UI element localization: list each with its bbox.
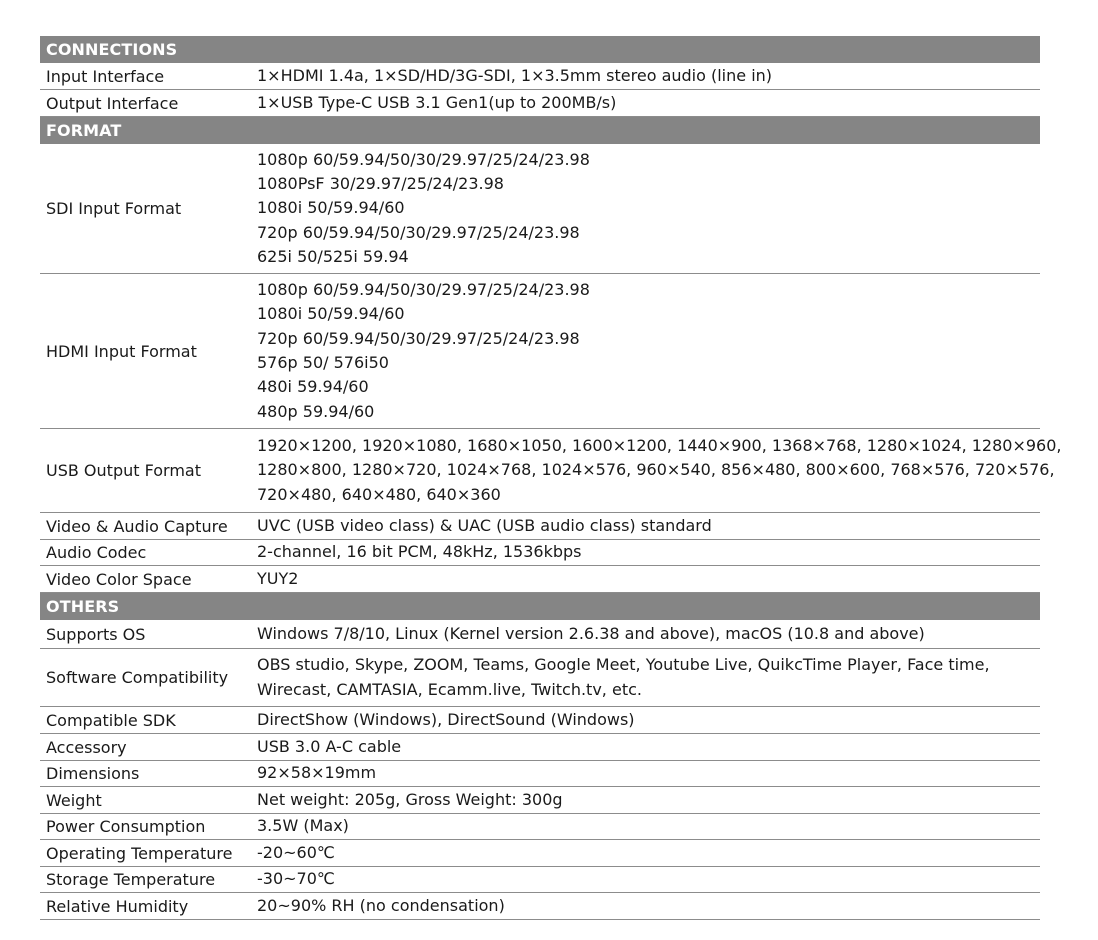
- spec-row-supports-os: [40, 620, 1040, 649]
- spec-value: Net weight: 205g, Gross Weight: 300g: [257, 789, 563, 809]
- spec-value: 92×58×19mm: [257, 763, 377, 783]
- spec-row-weight: [40, 787, 1040, 814]
- spec-value: OBS studio, Skype, ZOOM, Teams, Google Meet, Youtube Live, QuikcTime Player, Face time, Wirecast, CAMTASIA, Ecamm.live, Twitch.tv, etc.: [257, 655, 990, 699]
- spec-label: Operating Temperature: [46, 843, 233, 863]
- spec-label: HDMI Input Format: [46, 341, 197, 361]
- spec-row-usb-output-format: [40, 429, 1062, 513]
- spec-label: Software Compatibility: [46, 668, 229, 687]
- spec-label: USB Output Format: [46, 461, 201, 480]
- spec-value: -20~60℃: [257, 842, 335, 862]
- section-header-format: FORMAT: [40, 117, 1040, 144]
- spec-value: 3.5W (Max): [257, 816, 349, 836]
- spec-value: 1080p 60/59.94/50/30/29.97/25/24/23.98 1080PsF 30/29.97/25/24/23.98 1080i 50/59.94/60 720p 60/59.94/50/30/29.97/25/24/23.98 625i 50/525i 59.94: [257, 149, 590, 266]
- spec-label: Storage Temperature: [46, 870, 216, 889]
- spec-value: 1080p 60/59.94/50/30/29.97/25/24/23.98 1080i 50/59.94/60 720p 60/59.94/50/30/29.97/25/24/23.98 576p 50/ 576i50 480i 59.94/60 480p 59.94/60: [257, 280, 590, 421]
- spec-value: 1×USB Type-C USB 3.1 Gen1(up to 200MB/s): [257, 92, 617, 112]
- spec-label: Power Consumption: [46, 817, 206, 836]
- spec-row-hdmi-input-format: [40, 274, 1040, 429]
- spec-label: Weight: [46, 790, 102, 810]
- spec-row-input-interface: [40, 63, 1040, 90]
- spec-value: 1920×1200, 1920×1080, 1680×1050, 1600×1200, 1440×900, 1368×768, 1280×1024, 1280×960, 1280×800, 1280×720, 1024×768, 1024×576, 960×540, 856×480, 800×600, 768×576, 720×576, 720×480, 640×480, 640×360: [257, 436, 1062, 504]
- spec-label: Dimensions: [46, 764, 140, 783]
- spec-row-operating-temperature: [40, 840, 1040, 867]
- spec-table: [40, 36, 1062, 920]
- spec-row-accessory: [40, 734, 1040, 761]
- spec-row-compatible-sdk: [40, 707, 1040, 734]
- spec-row-storage-temperature: [40, 867, 1040, 893]
- spec-row-video-color-space: [40, 566, 1040, 593]
- spec-value: USB 3.0 A-C cable: [257, 736, 402, 756]
- spec-label: Accessory: [46, 737, 127, 757]
- spec-row-audio-codec: [40, 540, 1040, 566]
- spec-value: DirectShow (Windows), DirectSound (Windows): [257, 709, 635, 729]
- spec-row-software-compatibility: [40, 649, 1040, 707]
- spec-row-sdi-input-format: [40, 144, 1040, 274]
- spec-label: Video Color Space: [46, 569, 192, 589]
- spec-value: 20~90% RH (no condensation): [257, 895, 505, 915]
- spec-label: SDI Input Format: [46, 199, 182, 218]
- spec-label: Input Interface: [46, 66, 165, 86]
- spec-row-power-consumption: [40, 814, 1040, 840]
- spec-label: Supports OS: [46, 624, 146, 644]
- spec-label: Audio Codec: [46, 543, 147, 562]
- spec-value: UVC (USB video class) & UAC (USB audio class) standard: [257, 515, 712, 535]
- spec-label: Output Interface: [46, 93, 179, 113]
- spec-value: 2-channel, 16 bit PCM, 48kHz, 1536kbps: [257, 542, 582, 562]
- spec-row-video-audio-capture: [40, 513, 1040, 540]
- spec-value: -30~70℃: [257, 869, 335, 889]
- spec-value: YUY2: [257, 568, 299, 588]
- spec-label: Compatible SDK: [46, 710, 176, 730]
- spec-value: 1×HDMI 1.4a, 1×SD/HD/3G-SDI, 1×3.5mm stereo audio (line in): [257, 65, 773, 85]
- spec-row-output-interface: [40, 90, 1040, 117]
- section-header-others: OTHERS: [40, 593, 1040, 620]
- spec-value: Windows 7/8/10, Linux (Kernel version 2.6.38 and above), macOS (10.8 and above): [257, 623, 925, 643]
- section-header-connections: CONNECTIONS: [40, 36, 1040, 63]
- spec-row-dimensions: [40, 761, 1040, 787]
- spec-label: Relative Humidity: [46, 896, 189, 916]
- spec-row-relative-humidity: [40, 893, 1040, 920]
- spec-label: Video & Audio Capture: [46, 516, 228, 536]
